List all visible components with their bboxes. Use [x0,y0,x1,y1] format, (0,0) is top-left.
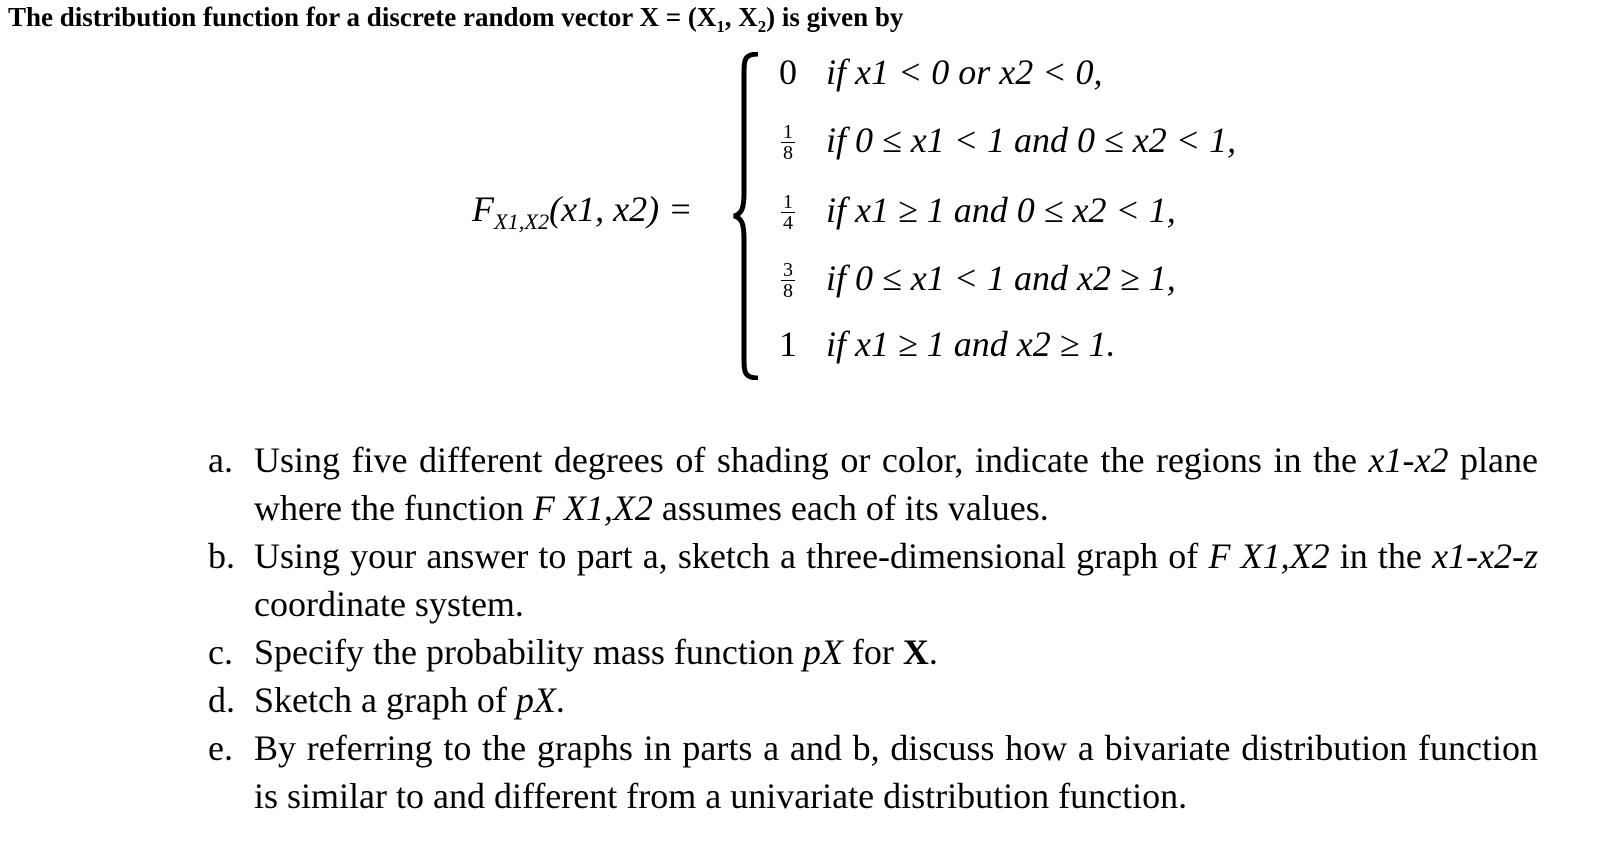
problem-a [208,436,1538,532]
case-value: 1 [779,324,797,364]
problem-text: Sketch a graph of [254,680,516,720]
case-row-4 [768,248,1176,308]
problem-text: coordinate system. [254,584,524,624]
problem-label: e. [208,728,233,768]
case-value: 0 [779,52,797,92]
function-symbol: F [472,189,494,229]
math-expression: F X1,X2 [532,488,653,528]
case-condition: if 0 ≤ x1 < 1 and 0 ≤ x2 < 1, [826,120,1237,160]
case-value [768,187,808,232]
problem-text: By referring to the graphs in parts a and b, discuss how a bivariate distribution function is similar to and different from a univariate distribution function. [254,728,1538,816]
case-condition: if 0 ≤ x1 < 1 and x2 ≥ 1, [826,258,1176,298]
problem-text: Using five different degrees of shading or color, indicate the regions in the [254,440,1369,480]
problem-text: assumes each of its values. [652,488,1049,528]
case-condition: if x1 ≥ 1 and 0 ≤ x2 < 1, [826,190,1176,230]
vector-symbol: X [639,2,659,32]
problem-text: . [928,632,938,672]
problem-intro [8,2,904,36]
sub-2: 2 [757,16,767,36]
problem-b [208,532,1538,628]
problem-c [208,628,1538,676]
case-row-1 [768,42,1103,102]
fraction-denominator: 8 [783,279,793,302]
case-value [768,255,808,300]
fraction-numerator: 1 [783,190,793,213]
math-expression: pX [802,632,843,672]
component-x1: X [696,2,717,32]
fraction-numerator: 1 [783,120,793,143]
sub-1: 1 [716,16,725,36]
fraction-denominator: 4 [783,211,793,234]
math-expression: F X1,X2 [1208,536,1330,576]
intro-text: The distribution function for a discrete random vector [8,2,640,32]
problem-label: c. [208,632,233,672]
problem-label: b. [208,536,235,576]
problem-text: plane where the function [254,440,1538,528]
problem-text: in the [1329,536,1433,576]
case-row-5 [768,314,1115,374]
case-condition: if x1 ≥ 1 and x2 ≥ 1. [826,324,1116,364]
intro-comma: , [724,2,739,32]
problem-text: Using your answer to part a, sketch a three-dimensional graph of [254,536,1209,576]
problem-list [208,436,1538,820]
intro-equals: = ( [658,2,697,32]
function-subscript: X1,X2 [494,208,550,234]
problem-label: d. [208,680,235,720]
distribution-function-lhs [472,188,693,234]
math-expression: x1-x2-z [1432,536,1539,576]
problem-d [208,676,1538,724]
fraction-numerator: 3 [783,258,793,281]
intro-text-end: ) is given by [766,2,904,32]
vector-symbol: X [902,632,929,672]
case-condition: if x1 < 0 or x2 < 0, [826,52,1103,92]
math-expression: pX [515,680,556,720]
problem-text: . [555,680,565,720]
problem-text: for [842,632,903,672]
problem-text: Specify the probability mass function [254,632,803,672]
case-value [768,117,808,162]
fraction-denominator: 8 [783,141,793,164]
left-brace-icon [732,52,762,380]
problem-label: a. [208,440,233,480]
case-row-3 [768,180,1176,240]
component-x2: X [738,2,758,32]
function-args: (x1, x2) = [549,189,693,229]
case-row-2 [768,110,1236,170]
problem-e [208,724,1538,820]
math-expression: x1-x2 [1368,440,1449,480]
